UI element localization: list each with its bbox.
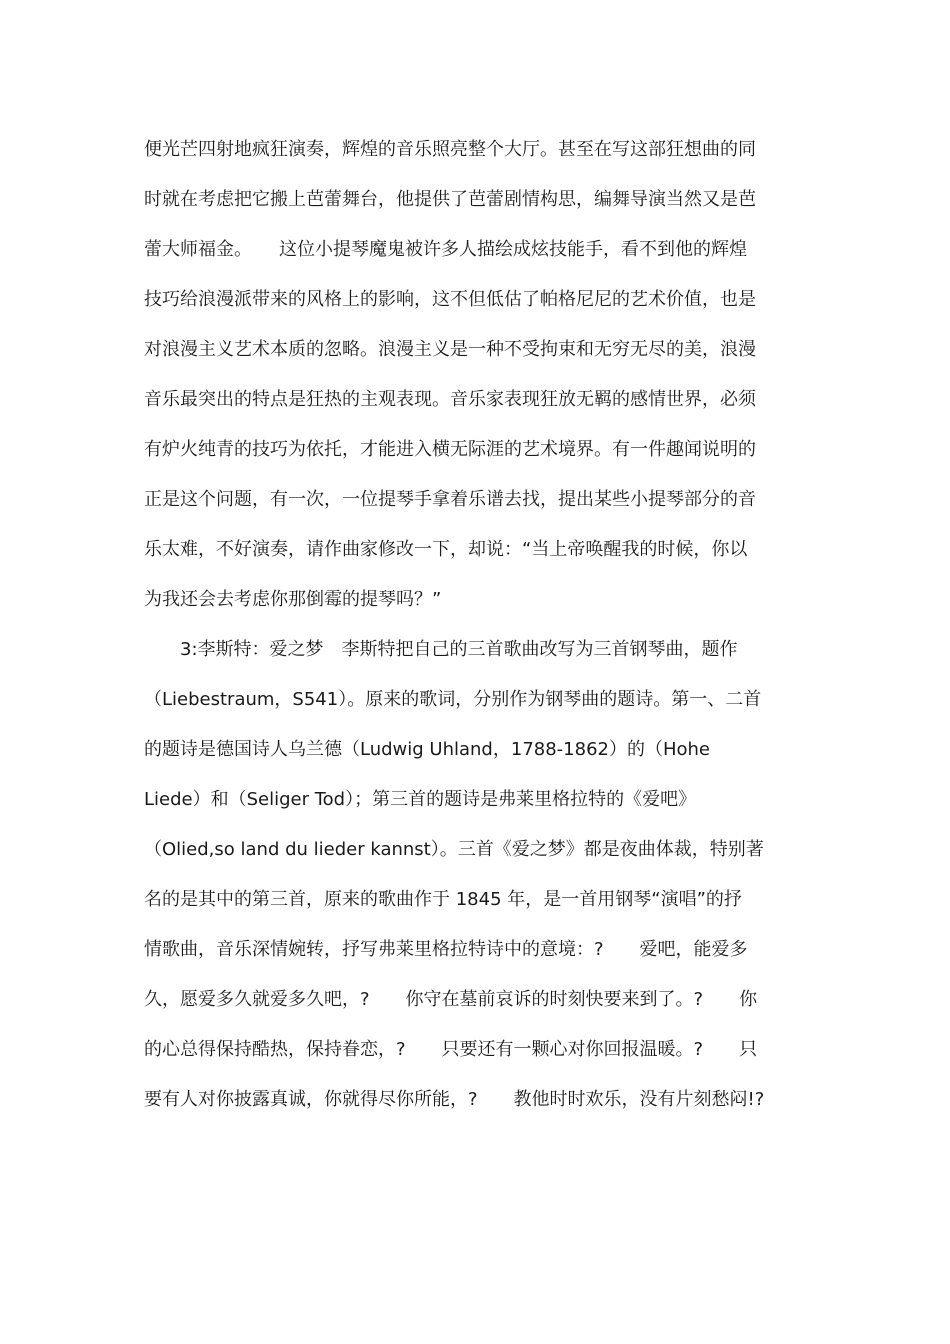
text-line: （Olied,so land du lieder kannst）。三首《爱之梦》都是夜曲体裁，特别著 [144, 839, 764, 860]
text-line: 的心总得保持酷热，保持眷恋，? 只要还有一颗心对你回报温暖。? 只 [144, 1039, 758, 1060]
text-line: 有炉火纯青的技巧为依托，才能进入横无际涯的艺术境界。有一件趣闻说明的 [144, 439, 756, 460]
text-line: 久，愿爱多久就爱多久吧，? 你守在墓前哀诉的时刻快要来到了。? 你 [144, 989, 758, 1010]
body-text [144, 125, 814, 1125]
text-line: 为我还会去考虑你那倒霉的提琴吗？” [144, 589, 442, 610]
text-line: 名的是其中的第三首，原来的歌曲作于 1845 年，是一首用钢琴“演唱”的抒 [144, 889, 742, 910]
text-line: 的题诗是德国诗人乌兰德（Ludwig Uhland，1788-1862）的（Hohe [144, 739, 711, 760]
text-line: （Liebestraum，S541）。原来的歌词，分别作为钢琴曲的题诗。第一、二首 [144, 689, 762, 710]
text-line: 乐太难，不好演奏，请作曲家修改一下，却说：“当上帝唤醒我的时候，你以 [144, 539, 748, 560]
text-line: 对浪漫主义艺术本质的忽略。浪漫主义是一种不受拘束和无穷无尽的美，浪漫 [144, 339, 756, 360]
text-line: 正是这个问题，有一次，一位提琴手拿着乐谱去找，提出某些小提琴部分的音 [144, 489, 756, 510]
text-line: 情歌曲，音乐深情婉转，抒写弗莱里格拉特诗中的意境：? 爱吧，能爱多 [144, 939, 748, 960]
text-line: 时就在考虑把它搬上芭蕾舞台，他提供了芭蕾剧情构思，编舞导演当然又是芭 [144, 189, 756, 210]
text-line: 蕾大师福金。 这位小提琴魔鬼被许多人描绘成炫技能手，看不到他的辉煌 [144, 239, 747, 260]
text-line: 要有人对你披露真诚，你就得尽你所能，? 教他时时欢乐，没有片刻愁闷!? [144, 1089, 765, 1110]
section-heading-line: 3:李斯特：爱之梦 李斯特把自己的三首歌曲改写为三首钢琴曲，题作 [144, 639, 738, 660]
text-line: Liede）和（Seliger Tod）；第三首的题诗是弗莱里格拉特的《爱吧》 [144, 789, 697, 810]
text-line: 音乐最突出的特点是狂热的主观表现。音乐家表现狂放无羁的感情世界，必须 [144, 389, 756, 410]
text-line: 便光芒四射地疯狂演奏，辉煌的音乐照亮整个大厅。甚至在写这部狂想曲的同 [144, 139, 756, 160]
text-line: 技巧给浪漫派带来的风格上的影响，这不但低估了帕格尼尼的艺术价值，也是 [144, 289, 756, 310]
